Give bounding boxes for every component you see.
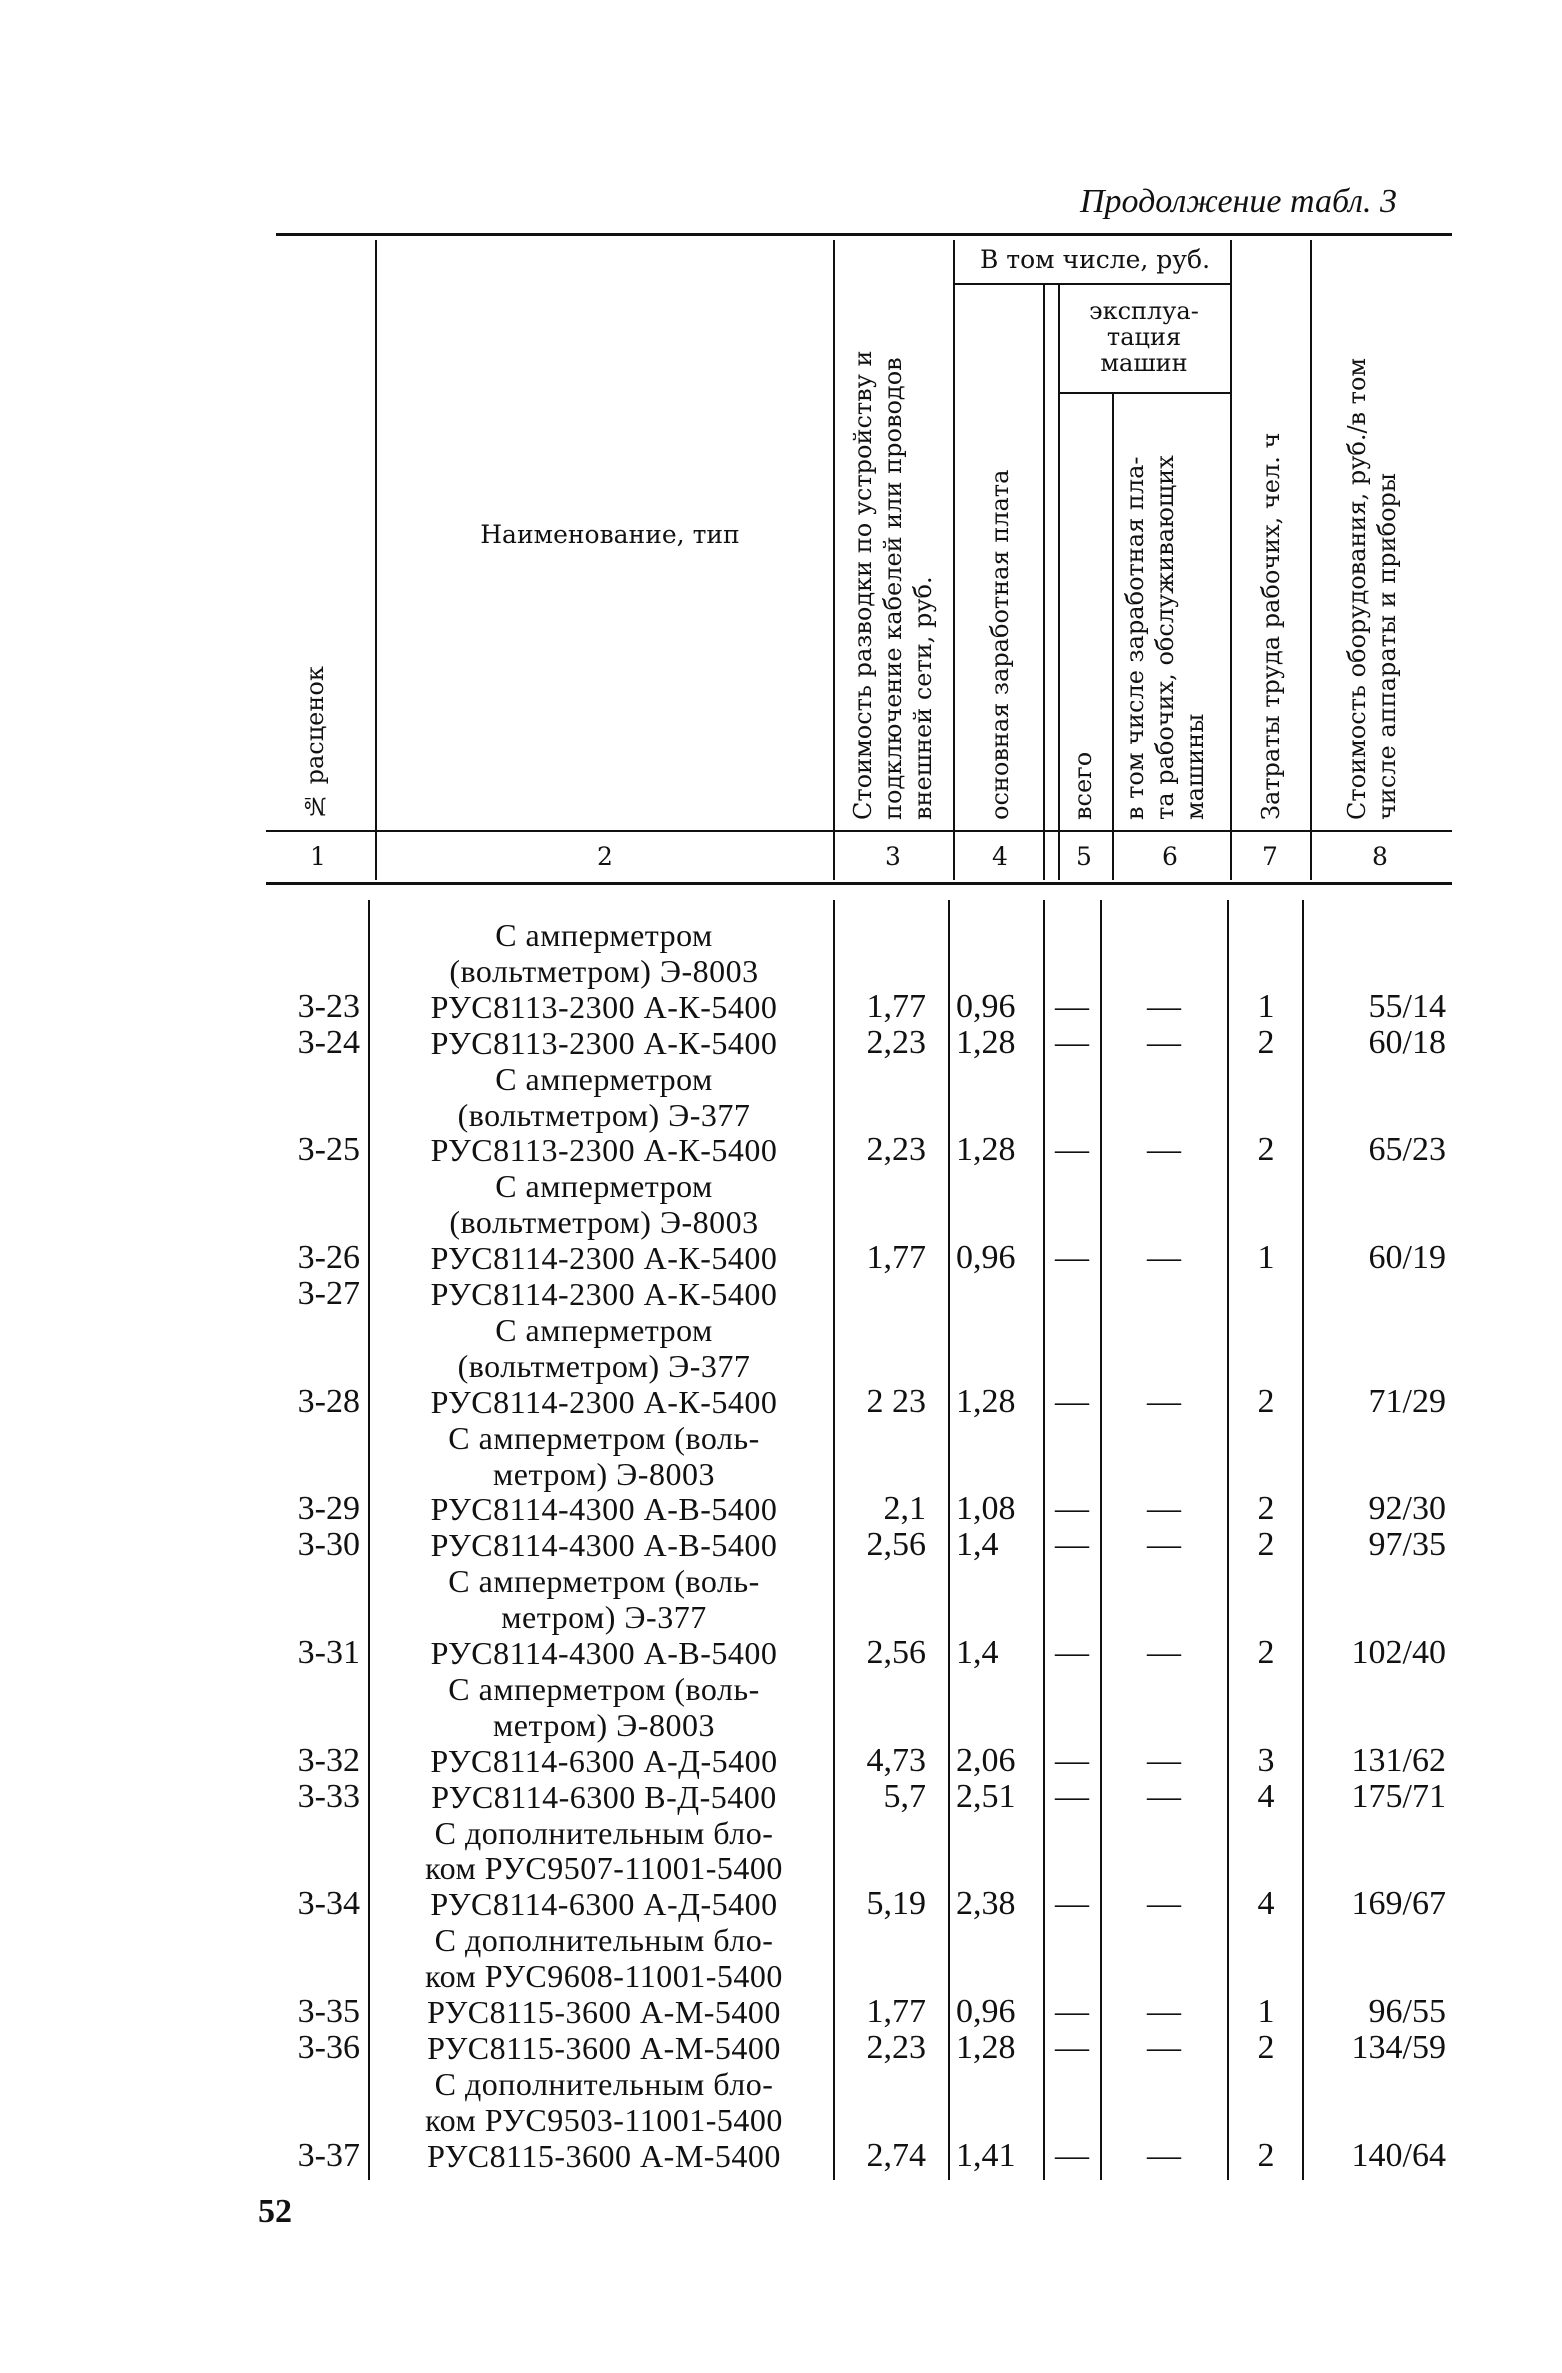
row-machine-salary-cell: — <box>1147 1382 1181 1420</box>
row-number-cell: 3-35 <box>297 1993 360 2030</box>
row-labor-cell: 1 <box>1257 1239 1275 1277</box>
header-divider-4 <box>1043 285 1045 880</box>
row-labor-cell: 2 <box>1257 1382 1275 1420</box>
body-divider-7 <box>1302 900 1304 2180</box>
header-divider-1 <box>375 240 377 880</box>
row-equipment-cell: 140/64 <box>1351 2136 1446 2174</box>
row-equipment-cell: 169/67 <box>1351 1885 1446 1923</box>
column-numbers-rule <box>266 882 1452 885</box>
row-name-cell: (вольтметром) Э-377 <box>457 1347 751 1384</box>
body-divider-4 <box>1043 900 1045 2180</box>
row-equipment-cell: 60/19 <box>1368 1239 1446 1277</box>
column-number-7: 7 <box>1262 842 1278 871</box>
column-number-5: 5 <box>1076 842 1092 871</box>
row-labor-cell: 1 <box>1257 1993 1275 2030</box>
row-labor-cell: 4 <box>1257 1777 1275 1815</box>
row-machine-salary-cell: — <box>1147 1741 1181 1779</box>
row-cost-cell: 1,77 <box>866 987 926 1025</box>
row-equipment-cell: 131/62 <box>1351 1741 1446 1779</box>
header-divider-6 <box>1112 394 1114 880</box>
row-machine-salary-cell: — <box>1147 2136 1181 2174</box>
row-name-cell: ком РУС9507-11001-5400 <box>425 1850 783 1887</box>
row-salary-cell: 1,28 <box>956 2028 1016 2066</box>
table-continuation-caption: Продолжение табл. 3 <box>1080 183 1398 220</box>
row-name-cell: С амперметром (воль- <box>448 1419 760 1456</box>
row-labor-cell: 4 <box>1257 1885 1275 1923</box>
header-group-label: В том числе, руб. <box>979 245 1211 274</box>
row-labor-cell: 2 <box>1257 2028 1275 2066</box>
row-cost-cell: 1,77 <box>866 1993 926 2030</box>
row-name-cell: С дополнительным бло- <box>434 1922 774 1959</box>
row-machine-salary-cell: — <box>1147 1239 1181 1277</box>
subgroup-rule <box>1060 392 1230 394</box>
row-machines-total-cell: — <box>1055 987 1089 1025</box>
row-number-cell: 3-31 <box>297 1634 360 1671</box>
row-number-cell: 3-30 <box>297 1526 360 1564</box>
row-machines-total-cell: — <box>1055 1382 1089 1420</box>
row-cost-cell: 5,7 <box>883 1777 926 1815</box>
body-divider-6 <box>1227 900 1229 2180</box>
row-equipment-cell: 60/18 <box>1368 1023 1446 1061</box>
row-machine-salary-cell: — <box>1147 1993 1181 2030</box>
row-number-cell: 3-32 <box>297 1741 360 1779</box>
row-name-cell: ком РУС9608-11001-5400 <box>425 1958 783 1995</box>
row-machine-salary-cell: — <box>1147 1131 1181 1169</box>
row-name-cell: РУС8114-4300 А-В-5400 <box>430 1527 778 1564</box>
row-machines-total-cell: — <box>1055 1131 1089 1169</box>
row-name-cell: РУС8114-2300 А-К-5400 <box>430 1276 778 1312</box>
row-machines-total-cell: — <box>1055 1777 1089 1815</box>
row-number-cell: 3-37 <box>297 2136 360 2174</box>
row-machine-salary-cell: — <box>1147 1490 1181 1528</box>
row-labor-cell: 2 <box>1257 2136 1275 2174</box>
header-col5-total: всего <box>1069 751 1097 820</box>
header-subgroup-machines: эксплуа- тация машин <box>1089 297 1199 377</box>
row-labor-cell: 2 <box>1257 1634 1275 1671</box>
row-cost-cell: 5,19 <box>866 1885 926 1923</box>
group-rule <box>955 283 1230 285</box>
row-number-cell: 3-24 <box>297 1023 360 1061</box>
row-equipment-cell: 71/29 <box>1368 1382 1446 1420</box>
body-divider-3 <box>948 900 950 2180</box>
row-name-cell: РУС8114-6300 А-Д-5400 <box>430 1886 778 1923</box>
row-cost-cell: 1,77 <box>866 1239 926 1277</box>
column-number-4: 4 <box>992 842 1008 871</box>
row-name-cell: (вольтметром) Э-377 <box>457 1096 751 1133</box>
body-divider-5 <box>1100 900 1102 2180</box>
row-cost-cell: 2,1 <box>883 1490 926 1528</box>
row-cost-cell: 2,56 <box>866 1526 926 1564</box>
row-machine-salary-cell: — <box>1147 1023 1181 1061</box>
row-name-cell: метром) Э-8003 <box>493 1706 715 1743</box>
row-equipment-cell: 96/55 <box>1368 1993 1446 2030</box>
body-divider-1 <box>368 900 370 2180</box>
row-cost-cell: 2,23 <box>866 2028 926 2066</box>
row-labor-cell: 2 <box>1257 1131 1275 1169</box>
row-number-cell: 3-28 <box>297 1382 360 1420</box>
row-machines-total-cell: — <box>1055 1741 1089 1779</box>
row-salary-cell: 1,4 <box>956 1634 999 1671</box>
row-machine-salary-cell: — <box>1147 1526 1181 1564</box>
row-salary-cell: 1,28 <box>956 1382 1016 1420</box>
row-machines-total-cell: — <box>1055 1490 1089 1528</box>
column-number-8: 8 <box>1372 842 1388 871</box>
row-name-cell: метром) Э-377 <box>501 1599 707 1636</box>
row-labor-cell: 2 <box>1257 1490 1275 1528</box>
row-number-cell: 3-36 <box>297 2028 360 2066</box>
row-name-cell: С дополнительным бло- <box>434 1814 774 1851</box>
row-number-cell: 3-25 <box>297 1131 360 1169</box>
header-col6-machine-salary: в том числе заработная пла- та рабочих, обслуживающих машины <box>1121 455 1209 820</box>
row-name-cell: РУС8114-2300 А-К-5400 <box>430 1240 778 1277</box>
row-name-cell: РУС8113-2300 А-К-5400 <box>430 1132 778 1169</box>
row-number-cell: 3-34 <box>297 1885 360 1923</box>
row-salary-cell: 2,06 <box>956 1741 1016 1779</box>
row-name-cell: ком РУС9503-11001-5400 <box>425 2101 783 2138</box>
row-salary-cell: 1,08 <box>956 1490 1016 1528</box>
row-cost-cell: 2,74 <box>866 2136 926 2174</box>
row-name-cell: РУС8113-2300 А-К-5400 <box>430 1024 778 1061</box>
row-name-cell: РУС8115-3600 А-М-5400 <box>427 1994 781 2030</box>
row-number-cell: 3-26 <box>297 1239 360 1277</box>
row-salary-cell: 1,28 <box>956 1131 1016 1169</box>
row-machines-total-cell: — <box>1055 1239 1089 1277</box>
row-labor-cell: 1 <box>1257 987 1275 1025</box>
row-salary-cell: 2,51 <box>956 1777 1016 1815</box>
column-number-2: 2 <box>597 842 613 871</box>
row-name-cell: С амперметром <box>495 1168 713 1205</box>
row-salary-cell: 2,38 <box>956 1885 1016 1923</box>
row-equipment-cell: 65/23 <box>1368 1131 1446 1169</box>
row-number-cell: 3-27 <box>297 1275 360 1312</box>
row-machines-total-cell: — <box>1055 2028 1089 2066</box>
column-number-6: 6 <box>1162 842 1178 871</box>
row-cost-cell: 2,23 <box>866 1131 926 1169</box>
row-name-cell: С амперметром <box>495 1311 713 1348</box>
row-salary-cell: 1,4 <box>956 1526 999 1564</box>
row-name-cell: (вольтметром) Э-8003 <box>449 1204 759 1241</box>
row-equipment-cell: 97/35 <box>1368 1526 1446 1564</box>
row-name-cell: РУС8115-3600 А-М-5400 <box>427 2029 781 2066</box>
header-col3-cost: Стоимость разводки по устройству и подключение кабелей или проводов внешней сети, руб. <box>849 350 937 820</box>
row-labor-cell: 2 <box>1257 1023 1275 1061</box>
row-name-cell: С амперметром (воль- <box>448 1670 760 1707</box>
row-cost-cell: 2,56 <box>866 1634 926 1671</box>
row-number-cell: 3-29 <box>297 1490 360 1528</box>
row-name-cell: РУС8114-6300 В-Д-5400 <box>431 1778 777 1815</box>
row-name-cell: С амперметром (воль- <box>448 1563 760 1600</box>
row-name-cell: С амперметром <box>495 917 713 953</box>
row-machines-total-cell: — <box>1055 1023 1089 1061</box>
header-col8-equipment: Стоимость оборудования, руб./в том числе аппараты и приборы <box>1343 357 1401 820</box>
header-divider-2 <box>833 240 835 880</box>
row-equipment-cell: 134/59 <box>1351 2028 1446 2066</box>
row-name-cell: С дополнительным бло- <box>434 2065 774 2102</box>
row-name-cell: РУС8114-4300 А-В-5400 <box>430 1491 778 1528</box>
row-machine-salary-cell: — <box>1147 987 1181 1025</box>
row-name-cell: РУС8114-2300 А-К-5400 <box>430 1383 778 1420</box>
column-number-3: 3 <box>885 842 901 871</box>
row-number-cell: 3-33 <box>297 1777 360 1815</box>
row-machine-salary-cell: — <box>1147 1777 1181 1815</box>
row-number-cell: 3-23 <box>297 987 360 1025</box>
row-name-cell: метром) Э-8003 <box>493 1455 715 1492</box>
row-salary-cell: 0,96 <box>956 1993 1016 2030</box>
header-col7-labor: Затраты труда рабочих, чел. ч <box>1257 432 1285 820</box>
row-name-cell: РУС8115-3600 А-М-5400 <box>427 2137 781 2174</box>
row-labor-cell: 3 <box>1257 1741 1275 1779</box>
row-cost-cell: 4,73 <box>866 1741 926 1779</box>
row-machines-total-cell: — <box>1055 1634 1089 1671</box>
row-machines-total-cell: — <box>1055 2136 1089 2174</box>
column-number-1: 1 <box>310 842 326 871</box>
body-divider-2 <box>833 900 835 2180</box>
row-salary-cell: 1,28 <box>956 1023 1016 1061</box>
header-divider-7 <box>1230 240 1232 880</box>
row-labor-cell: 2 <box>1257 1526 1275 1564</box>
row-cost-cell: 2,23 <box>866 1023 926 1061</box>
row-machines-total-cell: — <box>1055 1885 1089 1923</box>
row-machines-total-cell: — <box>1055 1526 1089 1564</box>
row-equipment-cell: 175/71 <box>1351 1777 1446 1815</box>
header-col4-salary: основная заработная плата <box>986 469 1014 820</box>
row-name-cell: (вольтметром) Э-8003 <box>449 952 759 989</box>
row-salary-cell: 0,96 <box>956 987 1016 1025</box>
row-salary-cell: 0,96 <box>956 1239 1016 1277</box>
row-equipment-cell: 55/14 <box>1368 987 1446 1025</box>
header-divider-8 <box>1310 240 1312 880</box>
row-machines-total-cell: — <box>1055 1993 1089 2030</box>
row-name-cell: РУС8113-2300 А-К-5400 <box>430 988 778 1025</box>
header-col1-number: № расценок <box>301 666 329 820</box>
row-equipment-cell: 92/30 <box>1368 1490 1446 1528</box>
header-bottom-rule <box>266 830 1452 832</box>
row-name-cell: РУС8114-6300 А-Д-5400 <box>430 1742 778 1779</box>
header-col2-name: Наименование, тип <box>480 520 740 549</box>
page-number: 52 <box>258 2193 292 2230</box>
row-machine-salary-cell: — <box>1147 1634 1181 1671</box>
table-top-rule <box>276 233 1452 236</box>
row-name-cell: С амперметром <box>495 1060 713 1097</box>
row-machine-salary-cell: — <box>1147 1885 1181 1923</box>
row-cost-cell: 2 23 <box>866 1382 926 1420</box>
row-machine-salary-cell: — <box>1147 2028 1181 2066</box>
row-salary-cell: 1,41 <box>956 2136 1016 2174</box>
row-equipment-cell: 102/40 <box>1351 1634 1446 1671</box>
row-name-cell: РУС8114-4300 А-В-5400 <box>430 1635 778 1671</box>
header-divider-3 <box>953 240 955 880</box>
